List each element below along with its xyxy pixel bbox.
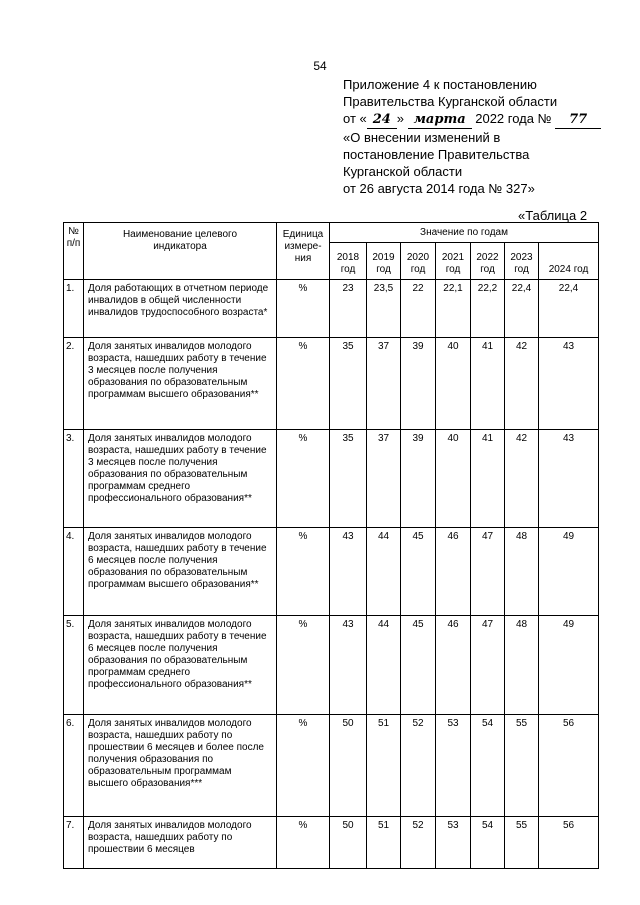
value-cell: 40 bbox=[436, 430, 471, 528]
row-number: 1. bbox=[64, 280, 84, 338]
row-number: 2. bbox=[64, 338, 84, 430]
document-number-handwritten: 77 bbox=[555, 111, 601, 129]
header-year: 2024 год bbox=[539, 243, 599, 280]
table-row bbox=[64, 715, 599, 817]
value-cell: 48 bbox=[505, 528, 539, 616]
row-number: 3. bbox=[64, 430, 84, 528]
value-cell: 44 bbox=[367, 528, 401, 616]
value-cell: 37 bbox=[367, 338, 401, 430]
header-year: 2020 год bbox=[401, 243, 436, 280]
header-unit: Единица измере-ния bbox=[277, 223, 330, 280]
value-cell: 56 bbox=[539, 817, 599, 869]
indicator-name: Доля занятых инвалидов молодого возраста, нашедших работу в течение 3 месяцев после получения образования по образовательным программам среднего профессионального образования** bbox=[84, 430, 277, 528]
value-cell: 41 bbox=[471, 430, 505, 528]
indicator-name: Доля работающих в отчетном периоде инвалидов в общей численности инвалидов трудоспособного возраста* bbox=[84, 280, 277, 338]
indicator-name: Доля занятых инвалидов молодого возраста, нашедших работу в течение 6 месяцев после получения образования по образовательным программам среднего профессионального образования** bbox=[84, 616, 277, 715]
table-row bbox=[64, 616, 599, 715]
date-prefix: от « bbox=[343, 111, 367, 126]
value-cell: 41 bbox=[471, 338, 505, 430]
indicator-unit: % bbox=[277, 616, 330, 715]
indicator-unit: % bbox=[277, 430, 330, 528]
value-cell: 43 bbox=[330, 528, 367, 616]
value-cell: 43 bbox=[539, 338, 599, 430]
value-cell: 46 bbox=[436, 616, 471, 715]
value-cell: 23,5 bbox=[367, 280, 401, 338]
value-cell: 50 bbox=[330, 817, 367, 869]
value-cell: 42 bbox=[505, 430, 539, 528]
table-row bbox=[64, 528, 599, 616]
indicator-name: Доля занятых инвалидов молодого возраста, нашедших работу в течение 6 месяцев после получения образования по образовательным программам высшего образования** bbox=[84, 528, 277, 616]
value-cell: 54 bbox=[471, 715, 505, 817]
value-cell: 49 bbox=[539, 528, 599, 616]
value-cell: 42 bbox=[505, 338, 539, 430]
indicators-table bbox=[63, 222, 599, 869]
header-years-group: Значение по годам bbox=[330, 223, 599, 243]
value-cell: 45 bbox=[401, 616, 436, 715]
value-cell: 22,4 bbox=[539, 280, 599, 338]
value-cell: 52 bbox=[401, 817, 436, 869]
value-cell: 22,2 bbox=[471, 280, 505, 338]
page-number: 54 bbox=[313, 59, 327, 73]
value-cell: 22,1 bbox=[436, 280, 471, 338]
value-cell: 53 bbox=[436, 817, 471, 869]
value-cell: 40 bbox=[436, 338, 471, 430]
row-number: 6. bbox=[64, 715, 84, 817]
header-line-3 bbox=[343, 110, 623, 129]
value-cell: 55 bbox=[505, 817, 539, 869]
date-month-handwritten: марта bbox=[408, 111, 472, 129]
header-num: № п/п bbox=[64, 223, 84, 280]
row-number: 4. bbox=[64, 528, 84, 616]
value-cell: 35 bbox=[330, 430, 367, 528]
header-year: 2021 год bbox=[436, 243, 471, 280]
value-cell: 43 bbox=[539, 430, 599, 528]
appendix-header bbox=[343, 76, 623, 197]
value-cell: 49 bbox=[539, 616, 599, 715]
value-cell: 37 bbox=[367, 430, 401, 528]
value-cell: 52 bbox=[401, 715, 436, 817]
value-cell: 47 bbox=[471, 616, 505, 715]
value-cell: 55 bbox=[505, 715, 539, 817]
table-row bbox=[64, 338, 599, 430]
header-year: 2023 год bbox=[505, 243, 539, 280]
header-line-6: Курганской области bbox=[343, 164, 463, 179]
table-caption: «Таблица 2 bbox=[518, 208, 588, 223]
header-year: 2019 год bbox=[367, 243, 401, 280]
value-cell: 35 bbox=[330, 338, 367, 430]
value-cell: 50 bbox=[330, 715, 367, 817]
header-line-5: постановление Правительства bbox=[343, 147, 530, 162]
indicator-unit: % bbox=[277, 280, 330, 338]
indicator-unit: % bbox=[277, 715, 330, 817]
value-cell: 22,4 bbox=[505, 280, 539, 338]
header-line-7: от 26 августа 2014 года № 327» bbox=[343, 181, 535, 196]
value-cell: 54 bbox=[471, 817, 505, 869]
table-row bbox=[64, 430, 599, 528]
value-cell: 22 bbox=[401, 280, 436, 338]
value-cell: 43 bbox=[330, 616, 367, 715]
value-cell: 51 bbox=[367, 817, 401, 869]
header-name: Наименование целевого индикатора bbox=[84, 223, 277, 280]
indicator-name: Доля занятых инвалидов молодого возраста, нашедших работу в течение 3 месяцев после получения образования по образовательным программам высшего образования** bbox=[84, 338, 277, 430]
header-line-1: Приложение 4 к постановлению bbox=[343, 77, 537, 92]
value-cell: 39 bbox=[401, 338, 436, 430]
date-day-handwritten: 24 bbox=[367, 111, 397, 129]
row-number: 5. bbox=[64, 616, 84, 715]
date-year: 2022 года № bbox=[475, 111, 552, 126]
table-row bbox=[64, 280, 599, 338]
value-cell: 47 bbox=[471, 528, 505, 616]
value-cell: 23 bbox=[330, 280, 367, 338]
header-year: 2022 год bbox=[471, 243, 505, 280]
value-cell: 39 bbox=[401, 430, 436, 528]
header-year: 2018 год bbox=[330, 243, 367, 280]
value-cell: 53 bbox=[436, 715, 471, 817]
value-cell: 48 bbox=[505, 616, 539, 715]
value-cell: 44 bbox=[367, 616, 401, 715]
value-cell: 45 bbox=[401, 528, 436, 616]
row-number: 7. bbox=[64, 817, 84, 869]
indicator-unit: % bbox=[277, 338, 330, 430]
date-quote-close: » bbox=[396, 111, 404, 126]
table-row bbox=[64, 817, 599, 869]
indicator-unit: % bbox=[277, 817, 330, 869]
indicator-name: Доля занятых инвалидов молодого возраста, нашедших работу по прошествии 6 месяцев и более после получения образования по образовательным программам высшего образования*** bbox=[84, 715, 277, 817]
indicator-name: Доля занятых инвалидов молодого возраста, нашедших работу по прошествии 6 месяцев bbox=[84, 817, 277, 869]
indicator-unit: % bbox=[277, 528, 330, 616]
header-line-2: Правительства Курганской области bbox=[343, 94, 558, 109]
value-cell: 56 bbox=[539, 715, 599, 817]
value-cell: 51 bbox=[367, 715, 401, 817]
header-line-4: «О внесении изменений в bbox=[343, 130, 501, 145]
value-cell: 46 bbox=[436, 528, 471, 616]
